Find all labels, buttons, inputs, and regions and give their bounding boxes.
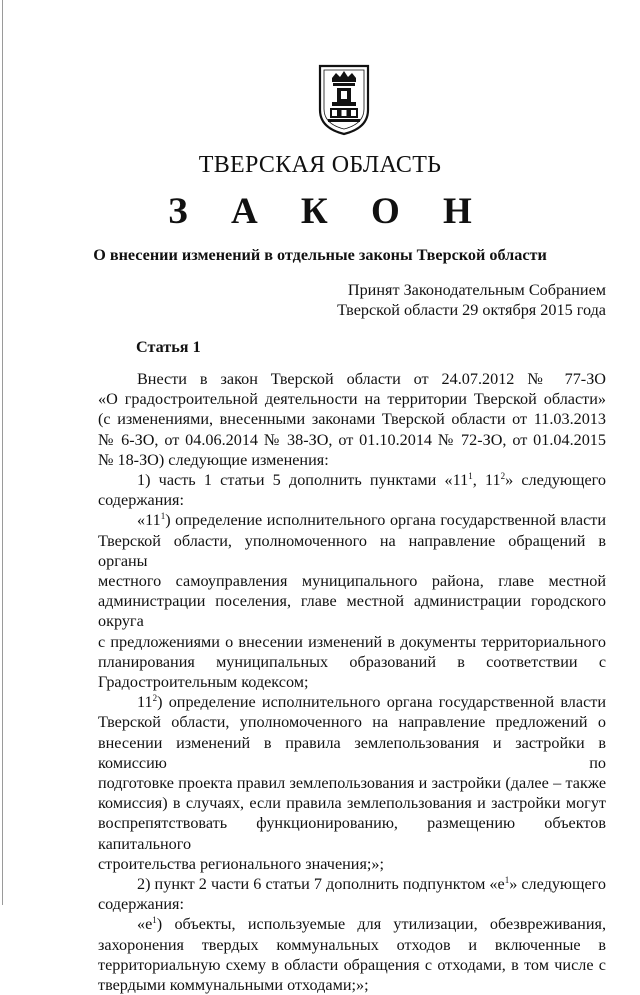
body-line: (с изменениями, внесенными законами Тверской области от 11.03.2013 — [98, 410, 606, 429]
body-line: захоронения твердых коммунальных отходов и включенные в — [98, 935, 606, 954]
adoption-line-1: Принят Законодательным Собранием — [347, 281, 606, 299]
scan-edge-line — [2, 0, 3, 905]
body-line: с предложениями о внесении изменений в документы территориального — [98, 632, 606, 651]
body-line: строительства регионального значения;»; — [98, 854, 384, 873]
body-line: администрации поселения, главе местной администрации городского округа — [98, 592, 606, 631]
body-line: комиссия) в случаях, если правила землепользования и застройки могут — [98, 794, 606, 813]
article-heading: Статья 1 — [136, 338, 201, 356]
law-title: З А К О Н — [168, 191, 489, 232]
adoption-note — [337, 280, 606, 320]
body-line: Тверской области, уполномоченного на направление обращений в органы — [98, 531, 606, 570]
body-line: Внести в закон Тверской области от 24.07.2012 № 77-ЗО — [137, 370, 606, 388]
item-2-line: 2) пункт 2 части 6 статьи 7 дополнить подпунктом «$е^1$» следующего — [137, 875, 606, 894]
coat-of-arms-emblem — [318, 64, 370, 136]
body-line: планирования муниципальных образований в соответствии с — [98, 652, 606, 671]
body-line: твердыми коммунальными отходами;»; — [98, 976, 369, 995]
point-11-2-line: $11^2$) определение исполнительного органа государственной власти — [137, 693, 606, 712]
law-subtitle: О внесении изменений в отдельные законы Тверской области — [93, 246, 547, 264]
body-line: Градостроительным кодексом; — [98, 673, 309, 692]
body-line: территориальную схему в области обращения с отходами, в том числе с — [98, 955, 606, 974]
law-body — [98, 369, 606, 995]
point-11-1-line: «$11^1$) определение исполнительного органа государственной власти — [137, 511, 606, 530]
body-line: содержания: — [98, 491, 184, 510]
body-line: подготовке проекта правил землепользования и застройки (далее – также — [98, 774, 606, 793]
body-line: № 18-ЗО) следующие изменения: — [98, 450, 329, 469]
body-line: местного самоуправления муниципального района, главе местной — [98, 572, 606, 591]
body-line: внесении изменений в правила землепользования и застройки в комиссию по — [98, 733, 606, 772]
region-name: ТВЕРСКАЯ ОБЛАСТЬ — [198, 152, 442, 178]
body-line: Тверской области, уполномоченного на направление предложений о — [98, 713, 606, 732]
item-1-line: 1) часть 1 статьи 5 дополнить пунктами «$11^1$, $11^2$» следующего — [137, 471, 607, 490]
body-line: № 6-ЗО, от 04.06.2014 № 38-ЗО, от 01.10.2014 № 72-ЗО, от 01.04.2015 — [98, 430, 606, 449]
body-line: воспрепятствовать функционированию, размещению объектов капитального — [98, 814, 606, 853]
body-line: «О градостроительной деятельности на территории Тверской области» — [98, 390, 606, 409]
adoption-line-2: Тверской области 29 октября 2015 года — [337, 301, 606, 319]
point-e1-line: «$е^1$) объекты, используемые для утилизации, обезвреживания, — [137, 915, 606, 934]
body-line: содержания: — [98, 895, 184, 914]
